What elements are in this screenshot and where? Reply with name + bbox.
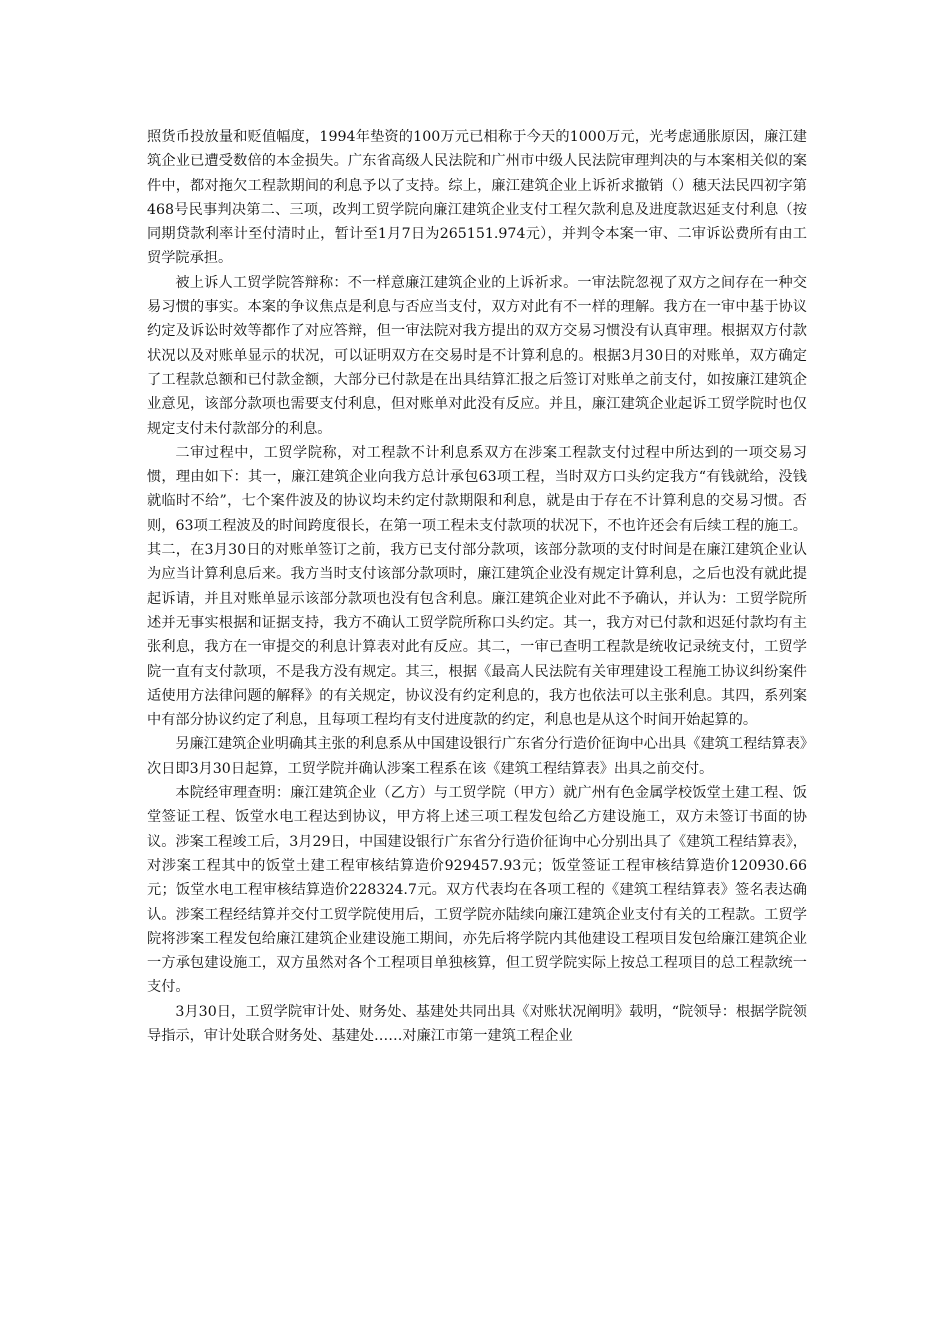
paragraph-respondent-reply: 被上诉人工贸学院答辩称：不一样意廉江建筑企业的上诉祈求。一审法院忽视了双方之间存在一种交易习惯的事实。本案的争议焦点是利息与否应当支付，双方对此有不一样的理解。我方在一审中基于协议约定及诉讼时效等都作了对应答辩，但一审法院对我方提出的双方交易习惯没有认真审理。根据双方付款状况以及对账单显示的状况，可以证明双方在交易时是不计算利息的。根据3月30日的对账单，双方确定了工程款总额和已付款金额，大部分已付款是在出具结算汇报之后签订对账单之前支付，如按廉江建筑企业意见，该部分款项也需要支付利息，但对账单对此没有反应。并且，廉江建筑企业起诉工贸学院时也仅规定支付未付款部分的利息。: [147, 274, 807, 437]
paragraph-interest-start-date: 另廉江建筑企业明确其主张的利息系从中国建设银行广东省分行造价征询中心出具《建筑工程结算表》次日即3月30日起算，工贸学院并确认涉案工程系在该《建筑工程结算表》出具之前交付。: [147, 736, 807, 777]
document-body: [147, 125, 807, 1048]
paragraph-court-findings: 本院经审理查明：廉江建筑企业（乙方）与工贸学院（甲方）就广州有色金属学校饭堂土建工程、饭堂签证工程、饭堂水电工程达到协议，甲方将上述三项工程发包给乙方建设施工，双方未签订书面的协议。涉案工程竣工后，3月29日，中国建设银行广东省分行造价征询中心分别出具了《建筑工程结算表》，对涉案工程其中的饭堂土建工程审核结算造价929457.93元；饭堂签证工程审核结算造价120930.66元；饭堂水电工程审核结算造价228324.7元。双方代表均在各项工程的《建筑工程结算表》签名表达确认。涉案工程经结算并交付工贸学院使用后，工贸学院亦陆续向廉江建筑企业支付有关的工程款。工贸学院将涉案工程发包给廉江建筑企业建设施工期间，亦先后将学院内其他建设工程项目发包给廉江建筑企业一方承包建设施工，双方虽然对各个工程项目单独核算，但工贸学院实际上按总工程项目的总工程款统一支付。: [147, 785, 807, 996]
paragraph-second-instance: 二审过程中，工贸学院称，对工程款不计利息系双方在涉案工程款支付过程中所达到的一项交易习惯，理由如下：其一，廉江建筑企业向我方总计承包63项工程，当时双方口头约定我方“有钱就给，没钱就临时不给”，七个案件波及的协议均未约定付款期限和利息，就是由于存在不计算利息的交易习惯。否则，63项工程波及的时间跨度很长，在第一项工程未支付款项的状况下，不也许还会有后续工程的施工。其二，在3月30日的对账单签订之前，我方已支付部分款项，该部分款项的支付时间是在廉江建筑企业认为应当计算利息后来。我方当时支付该部分款项时，廉江建筑企业没有规定计算利息，之后也没有就此提起诉请，并且对账单显示该部分款项也没有包含利息。廉江建筑企业对此不予确认，并认为：工贸学院所述并无事实根据和证据支持，我方不确认工贸学院所称口头约定。其一，我方对已付款和迟延付款均有主张利息，我方在一审提交的利息计算表对此有反应。其二，一审已查明工程款是统收记录统支付，工贸学院一直有支付款项，不是我方没有规定。其三，根据《最高人民法院有关审理建设工程施工协议纠纷案件适使用方法律问题的解释》的有关规定，协议没有约定利息的，我方也依法可以主张利息。其四，系列案中有部分协议约定了利息，且每项工程均有支付进度款的约定，利息也是从这个时间开始起算的。: [147, 444, 807, 729]
paragraph-account-statement: 3月30日，工贸学院审计处、财务处、基建处共同出具《对账状况阐明》载明，“院领导：根据学院领导指示，审计处联合财务处、基建处……对廉江市第一建筑工程企业: [147, 1003, 807, 1044]
paragraph-interest-appeal: 照货币投放量和贬值幅度，1994年垫资的100万元已相称于今天的1000万元，光考虑通胀原因，廉江建筑企业已遭受数倍的本金损失。广东省高级人民法院和广州市中级人民法院审理判决的与本案相关似的案件中，都对拖欠工程款期间的利息予以了支持。综上，廉江建筑企业上诉祈求撤销（）穗天法民四初字第468号民事判决第二、三项，改判工贸学院向廉江建筑企业支付工程欠款利息及进度款迟延支付利息（按同期贷款利率计至付清时止，暂计至1月7日为265151.974元），并判令本案一审、二审诉讼费所有由工贸学院承担。: [147, 129, 807, 267]
